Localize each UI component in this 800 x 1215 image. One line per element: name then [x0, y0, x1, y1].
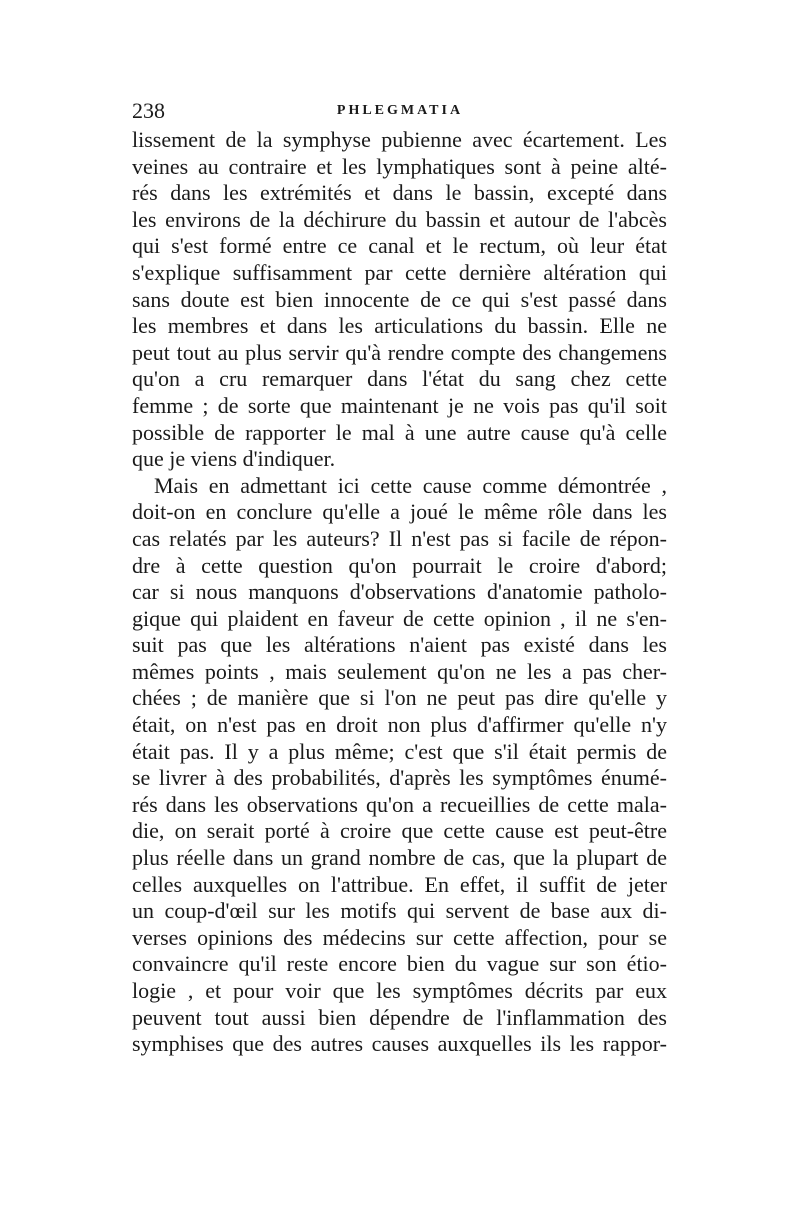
text-line: car si nous manquons d'observations d'anatomie patholo-	[132, 579, 667, 605]
text-line: plus réelle dans un grand nombre de cas, que la plupart de	[132, 845, 667, 871]
text-line: les environs de la déchirure du bassin et autour de l'abcès	[132, 206, 667, 232]
text-line: gique qui plaident en faveur de cette opinion , il ne s'en-	[132, 605, 667, 631]
text-line: peut tout au plus servir qu'à rendre compte des changemens	[132, 339, 667, 365]
text-line: rés dans les extrémités et dans le bassin, excepté dans	[132, 180, 667, 206]
text-line: doit-on en conclure qu'elle a joué le même rôle dans les	[132, 499, 667, 525]
text-line: rés dans les observations qu'on a recueillies de cette mala-	[132, 791, 667, 817]
text-line: symphises que des autres causes auxquelles ils les rappor-	[132, 1031, 667, 1057]
text-line: possible de rapporter le mal à une autre cause qu'à celle	[132, 419, 667, 445]
text-line: s'explique suffisamment par cette dernière altération qui	[132, 259, 667, 285]
text-line: veines au contraire et les lymphatiques sont à peine alté-	[132, 153, 667, 179]
text-line: celles auxquelles on l'attribue. En effet, il suffit de jeter	[132, 871, 667, 897]
text-line: die, on serait porté à croire que cette cause est peut-être	[132, 818, 667, 844]
text-line: un coup-d'œil sur les motifs qui servent de base aux di-	[132, 898, 667, 924]
text-line: les membres et dans les articulations du bassin. Elle ne	[132, 313, 667, 339]
body-text	[132, 127, 667, 1058]
running-title: PHLEGMATIA	[336, 103, 464, 118]
text-line: chées ; de manière que si l'on ne peut pas dire qu'elle y	[132, 685, 667, 711]
text-line: sans doute est bien innocente de ce qui s'est passé dans	[132, 286, 667, 312]
text-line: qui s'est formé entre ce canal et le rectum, où leur état	[132, 233, 667, 259]
text-line: était pas. Il y a plus même; c'est que s'il était permis de	[132, 738, 667, 764]
text-line: qu'on a cru remarquer dans l'état du sang chez cette	[132, 366, 667, 392]
text-line: mêmes points , mais seulement qu'on ne les a pas cher-	[132, 658, 667, 684]
text-line: logie , et pour voir que les symptômes décrits par eux	[132, 978, 667, 1003]
text-line: était, on n'est pas en droit non plus d'affirmer qu'elle n'y	[132, 712, 667, 738]
text-line: lissement de la symphyse pubienne avec écartement. Les	[132, 127, 667, 152]
text-line: verses opinions des médecins sur cette affection, pour se	[132, 924, 667, 950]
text-line: suit pas que les altérations n'aient pas existé dans les	[132, 632, 667, 658]
page-header	[132, 96, 668, 126]
page-number: 238	[132, 98, 165, 123]
text-line: Mais en admettant ici cette cause comme démontrée ,	[154, 472, 667, 498]
text-line: convaincre qu'il reste encore bien du vague sur son étio-	[132, 951, 667, 977]
text-line: dre à cette question qu'on pourrait le croire d'abord;	[132, 552, 667, 578]
text-line: cas relatés par les auteurs? Il n'est pas si facile de répon-	[132, 525, 667, 551]
text-line: peuvent tout aussi bien dépendre de l'inflammation des	[132, 1004, 667, 1030]
text-line: femme ; de sorte que maintenant je ne vois pas qu'il soit	[132, 392, 667, 418]
text-line: que je viens d'indiquer.	[132, 446, 336, 472]
text-line: se livrer à des probabilités, d'après les symptômes énumé-	[132, 765, 667, 791]
